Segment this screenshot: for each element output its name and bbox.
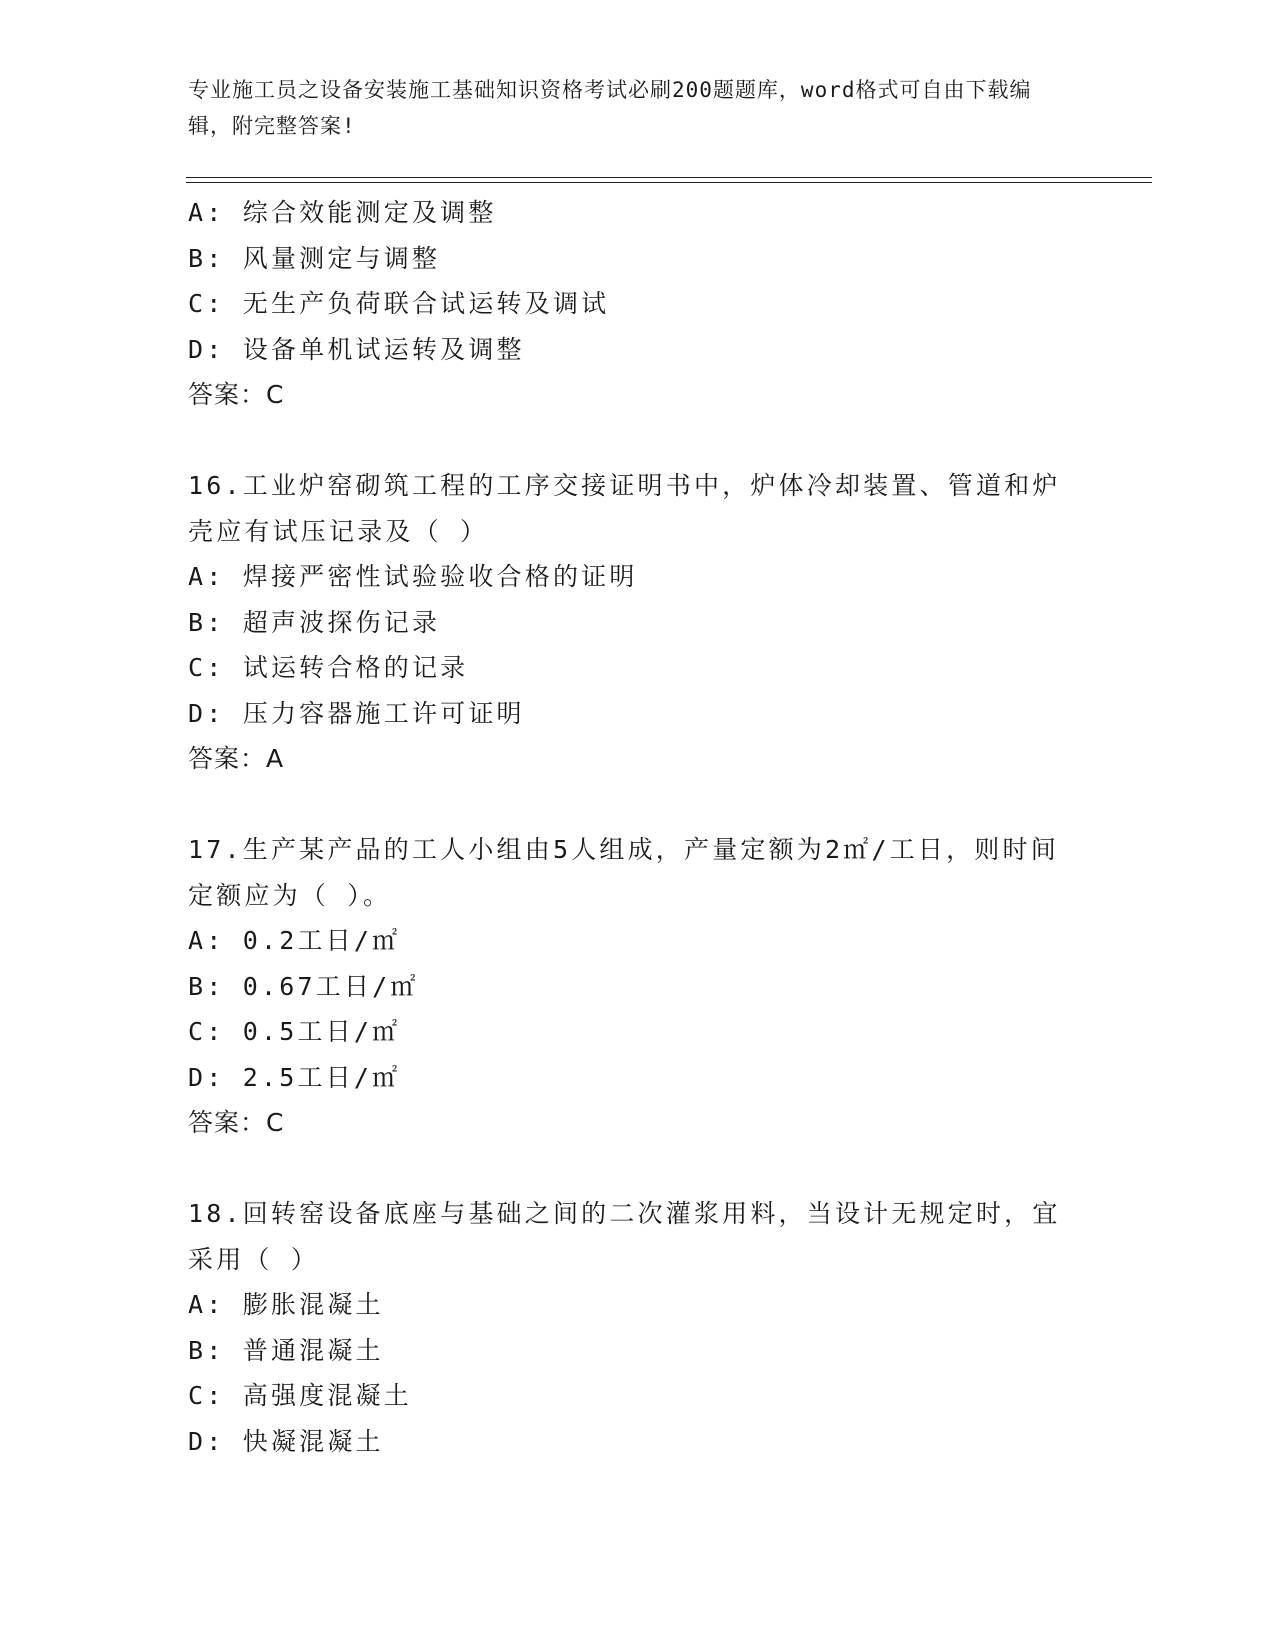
option-b: B: 0.67工日/㎡ bbox=[188, 971, 419, 1001]
option-a: A: 膨胀混凝土 bbox=[188, 1290, 384, 1319]
option-d: D: 快凝混凝土 bbox=[188, 1426, 384, 1456]
question-stem-line: 采用（ ） bbox=[188, 1244, 320, 1274]
question-16 bbox=[188, 463, 1088, 782]
spacer bbox=[188, 782, 1088, 828]
question-list bbox=[188, 190, 1088, 1464]
question-stem-line: 壳应有试压记录及（ ） bbox=[188, 516, 489, 546]
answer: 答案：C bbox=[188, 1108, 285, 1137]
option-b: B: 风量测定与调整 bbox=[188, 243, 441, 273]
answer: 答案：C bbox=[188, 380, 285, 409]
option-c: C: 0.5工日/㎡ bbox=[188, 1017, 401, 1046]
question-17 bbox=[188, 827, 1088, 1146]
option-b: B: 超声波探伤记录 bbox=[188, 607, 441, 637]
option-a: A: 综合效能测定及调整 bbox=[188, 198, 497, 227]
option-b: B: 普通混凝土 bbox=[188, 1335, 384, 1365]
option-d: D: 压力容器施工许可证明 bbox=[188, 698, 525, 728]
document-header bbox=[188, 72, 1068, 144]
header-divider-bottom bbox=[186, 182, 1152, 183]
option-c: C: 无生产负荷联合试运转及调试 bbox=[188, 289, 610, 318]
option-d: D: 设备单机试运转及调整 bbox=[188, 334, 525, 364]
option-a: A: 0.2工日/㎡ bbox=[188, 926, 401, 955]
question-stem-line: 18.回转窑设备底座与基础之间的二次灌浆用料，当设计无规定时，宜 bbox=[188, 1199, 1061, 1228]
question-stem-line: 定额应为（ ）。 bbox=[188, 880, 392, 910]
header-title: 专业施工员之设备安装施工基础知识资格考试必刷200题题库，word格式可自由下载编辑，附完整答案! bbox=[188, 78, 1032, 138]
question-15-continued bbox=[188, 190, 1088, 418]
option-a: A: 焊接严密性试验验收合格的证明 bbox=[188, 562, 638, 591]
answer: 答案：A bbox=[188, 744, 285, 773]
question-18 bbox=[188, 1191, 1088, 1464]
header-divider-top bbox=[186, 177, 1152, 178]
question-stem-line: 16.工业炉窑砌筑工程的工序交接证明书中，炉体冷却装置、管道和炉 bbox=[188, 471, 1061, 500]
option-d: D: 2.5工日/㎡ bbox=[188, 1062, 401, 1092]
spacer bbox=[188, 1146, 1088, 1192]
option-c: C: 试运转合格的记录 bbox=[188, 653, 469, 682]
question-stem-line: 17.生产某产品的工人小组由5人组成，产量定额为2㎡/工日，则时间 bbox=[188, 835, 1059, 864]
option-c: C: 高强度混凝土 bbox=[188, 1381, 412, 1410]
spacer bbox=[188, 418, 1088, 464]
